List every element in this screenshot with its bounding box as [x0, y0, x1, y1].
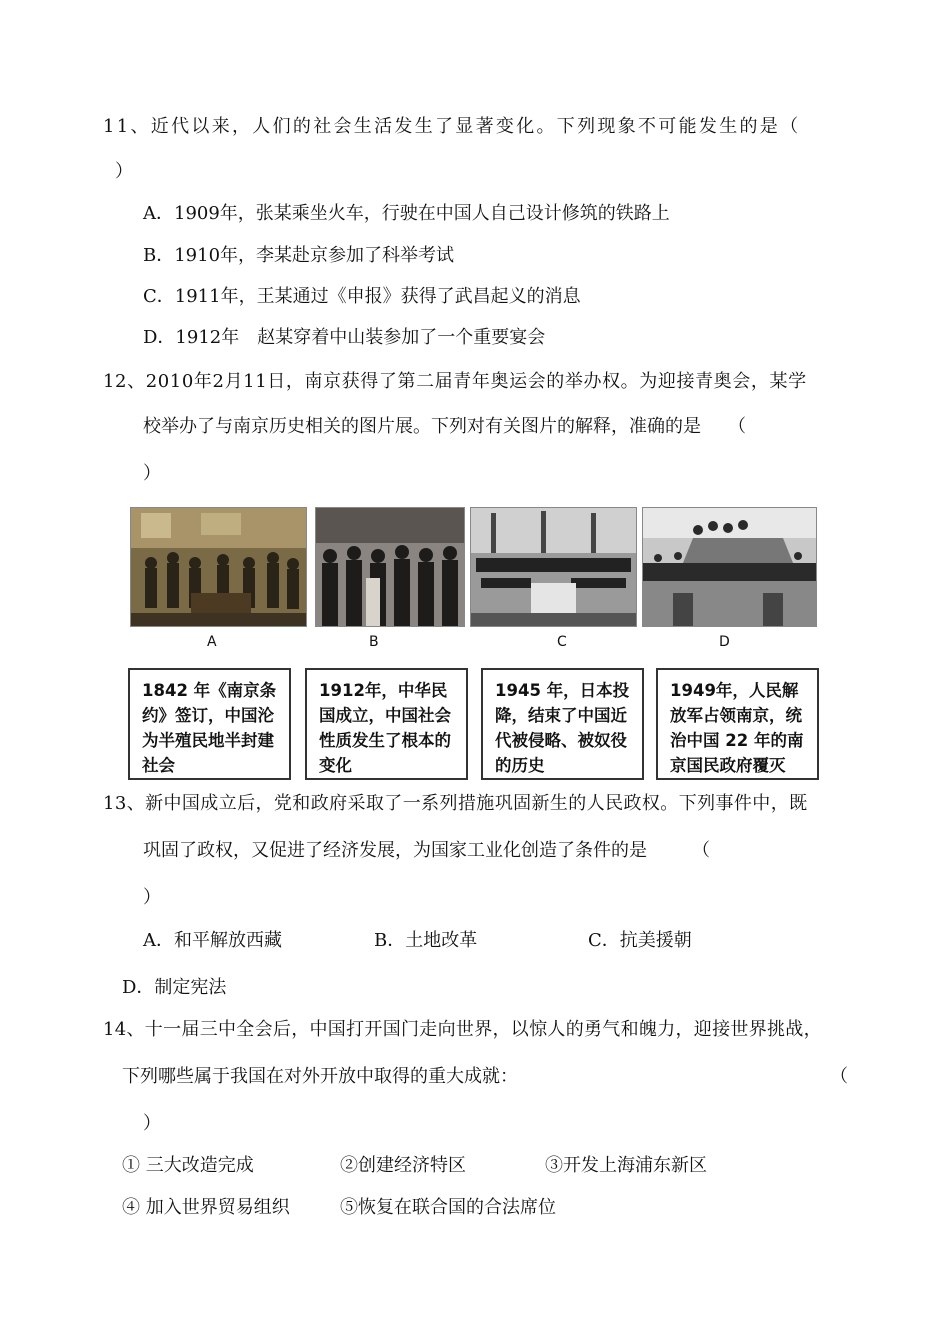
q14-paren-open: （ — [830, 1066, 848, 1087]
q12-stem-line2: 校举办了与南京历史相关的图片展。下列对有关图片的解释，准确的是 （ — [143, 416, 746, 437]
caption-box-a: 1842 年《南京条约》签订，中国沦为半殖民地半封建社会 — [128, 668, 291, 780]
q14-stem-line1: 14、十一届三中全会后，中国打开国门走向世界，以惊人的勇气和魄力，迎接世界挑战， — [103, 1019, 822, 1040]
q11-stem: 11、近代以来，人们的社会生活发生了显著变化。下列现象不可能发生的是（ — [103, 116, 801, 137]
q13-option-c: C．抗美援朝 — [588, 930, 692, 951]
photo-label-d: D — [719, 634, 730, 650]
q11-option-a: A．1909年，张某乘坐火车，行驶在中国人自己设计修筑的铁路上 — [143, 203, 670, 224]
q13-paren: ） — [143, 887, 161, 908]
q13-option-b: B．土地改革 — [374, 930, 478, 951]
q11-paren: ） — [115, 161, 133, 182]
caption-box-b: 1912年，中华民国成立，中国社会性质发生了根本的变化 — [305, 668, 468, 780]
q11-option-b: B．1910年，李某赴京参加了科举考试 — [143, 245, 455, 266]
q14-item-2: ②创建经济特区 — [340, 1155, 466, 1176]
q14-stem-line2: 下列哪些属于我国在对外开放中取得的重大成就： — [122, 1066, 518, 1087]
photo-c — [470, 507, 637, 627]
photo-b — [315, 507, 465, 627]
q12-paren: ） — [143, 463, 161, 484]
photo-d — [642, 507, 817, 627]
caption-box-c: 1945 年，日本投降，结束了中国近代被侵略、被奴役的历史 — [481, 668, 644, 780]
q13-option-d: D．制定宪法 — [122, 977, 227, 998]
q13-stem-line1: 13、新中国成立后，党和政府采取了一系列措施巩固新生的人民政权。下列事件中，既 — [103, 793, 808, 814]
q13-stem-line2: 巩固了政权，又促进了经济发展，为国家工业化创造了条件的是 （ — [143, 840, 710, 861]
q14-item-1: ① 三大改造完成 — [122, 1155, 254, 1176]
photo-label-c: C — [557, 634, 567, 650]
photo-label-a: A — [207, 634, 217, 650]
q11-option-c: C．1911年，王某通过《申报》获得了武昌起义的消息 — [143, 286, 581, 307]
q12-stem-line1: 12、2010年2月11日，南京获得了第二届青年奥运会的举办权。为迎接青奥会，某学 — [103, 371, 807, 392]
q14-paren: ） — [143, 1113, 161, 1134]
caption-box-d: 1949年，人民解放军占领南京，统治中国 22 年的南京国民政府覆灭 — [656, 668, 819, 780]
q14-item-5: ⑤恢复在联合国的合法席位 — [340, 1197, 556, 1218]
q14-item-3: ③开发上海浦东新区 — [545, 1155, 707, 1176]
photo-label-b: B — [369, 634, 379, 650]
q11-option-d: D．1912年 赵某穿着中山装参加了一个重要宴会 — [143, 327, 546, 348]
q14-item-4: ④ 加入世界贸易组织 — [122, 1197, 290, 1218]
photo-a — [130, 507, 307, 627]
q13-option-a: A．和平解放西藏 — [143, 930, 282, 951]
